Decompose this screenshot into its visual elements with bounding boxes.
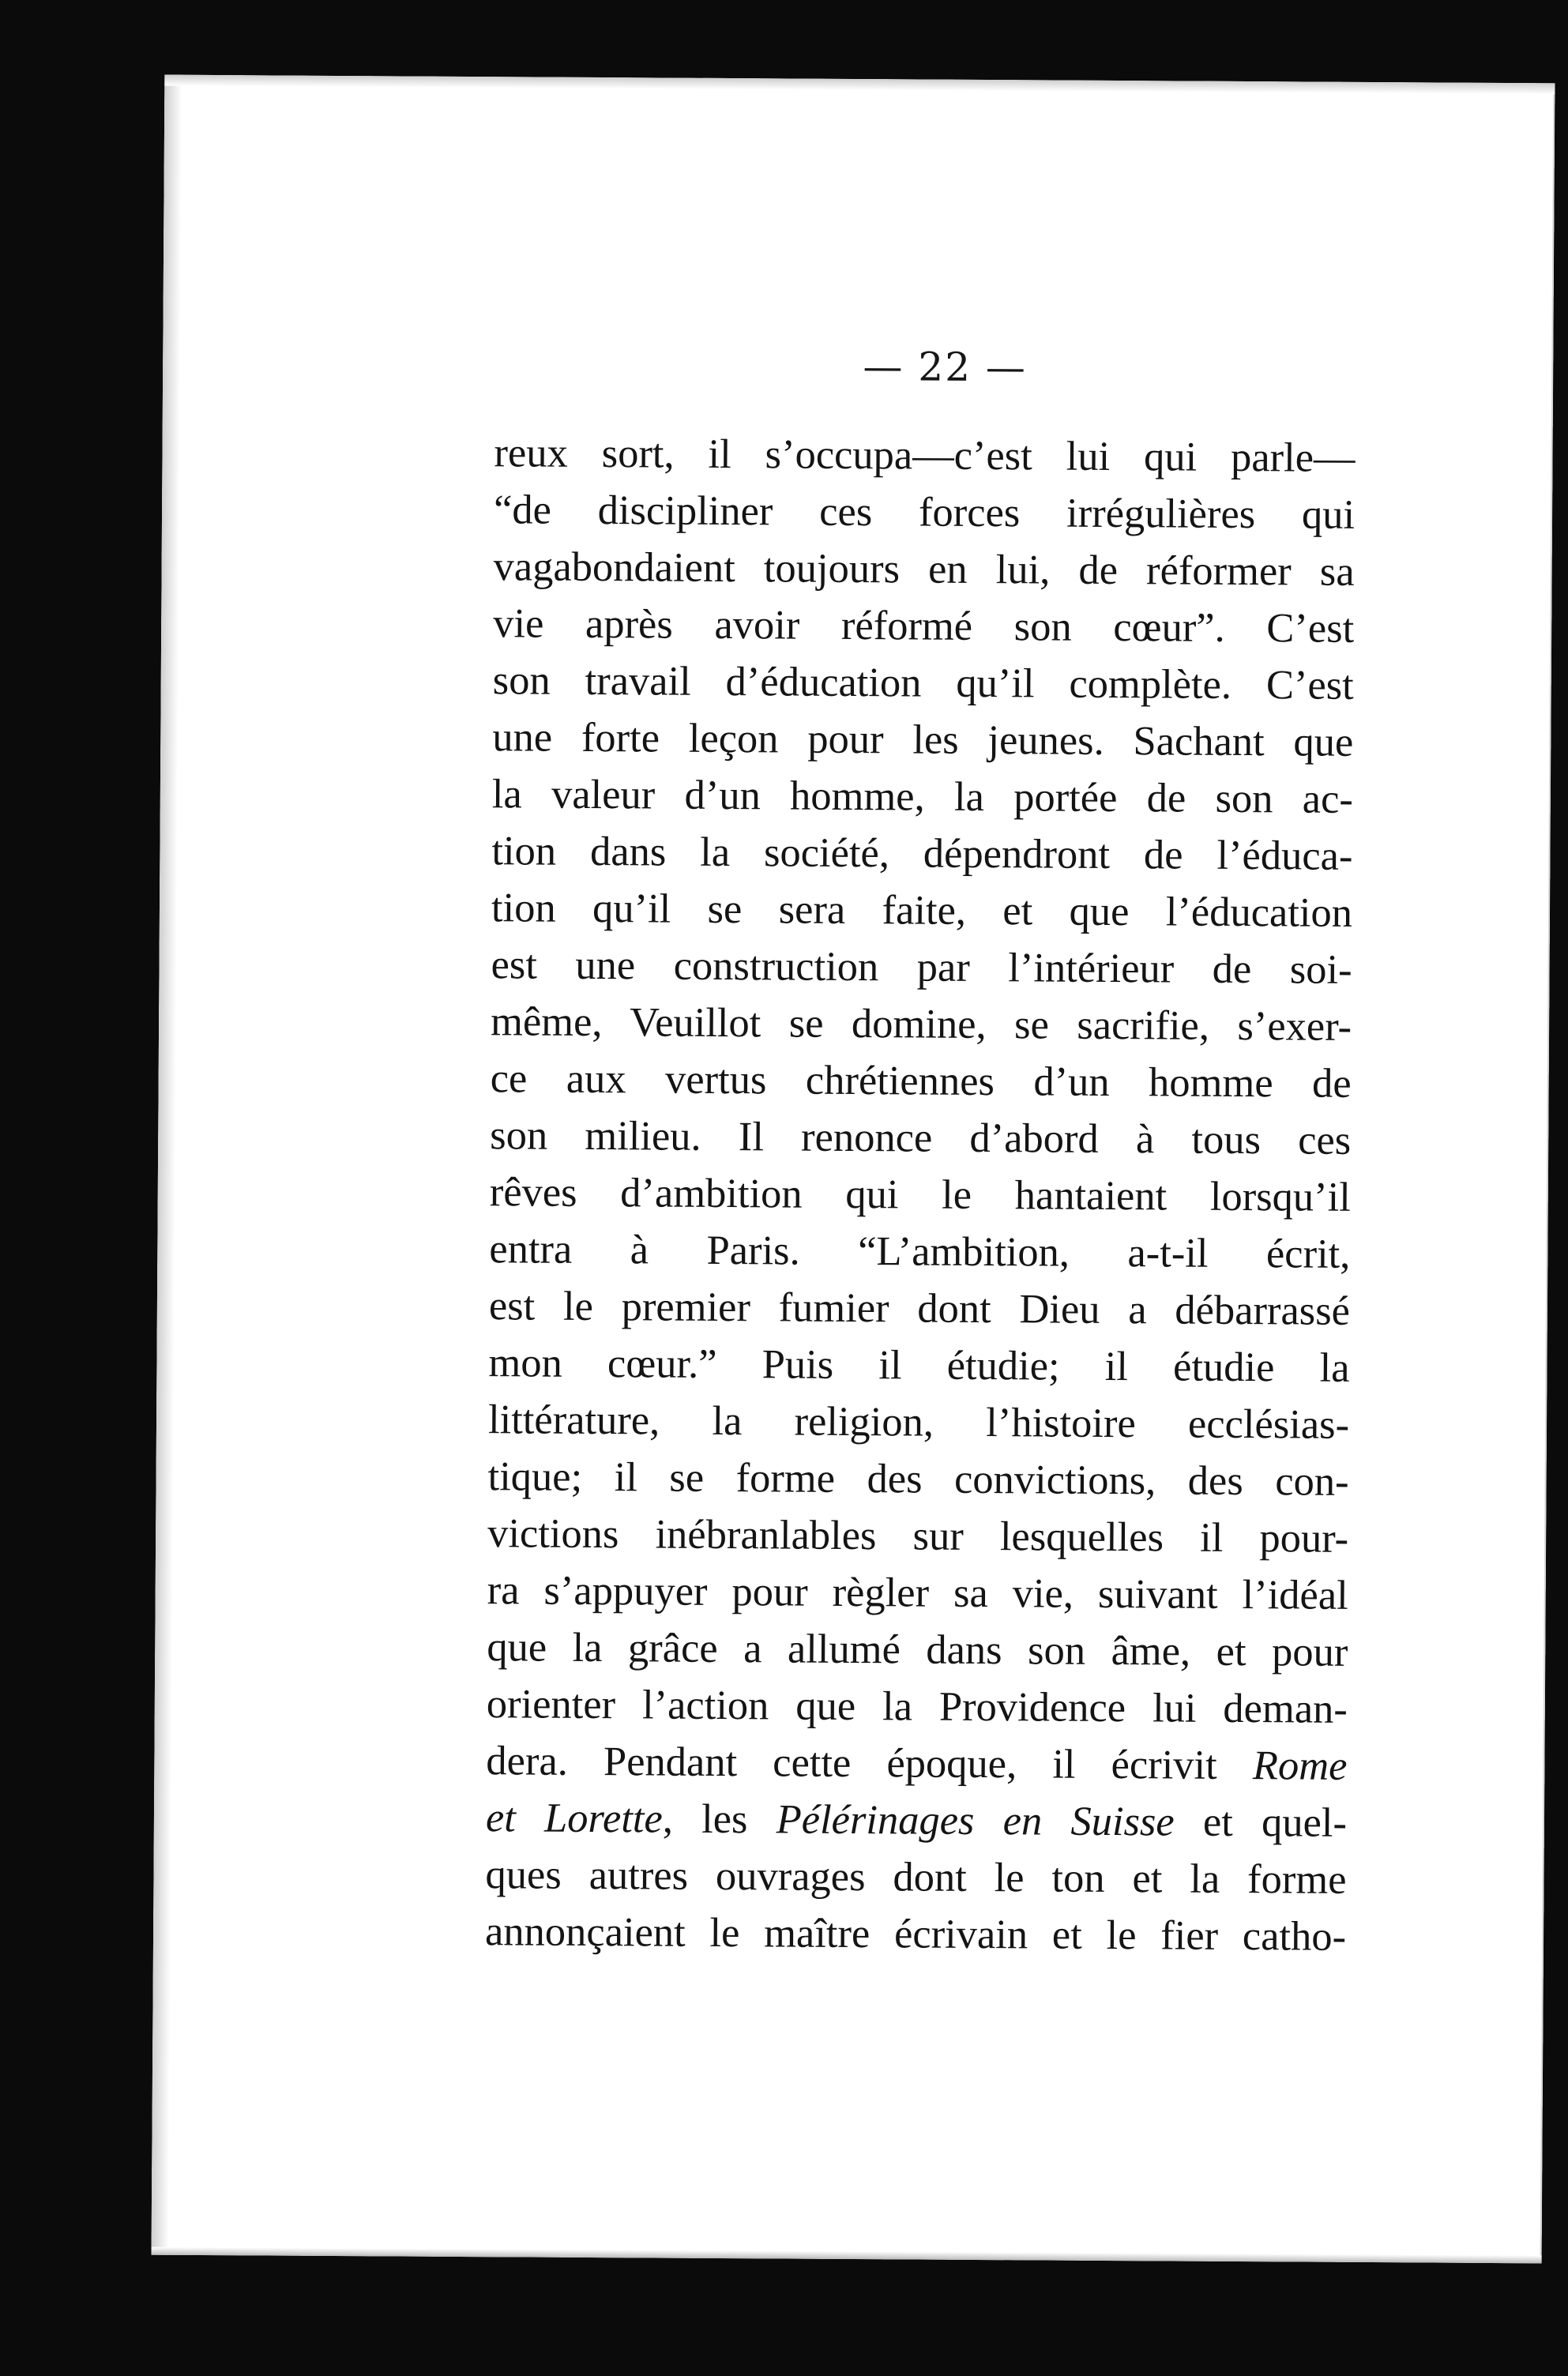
- text-line: [494, 424, 1355, 487]
- text-line: [487, 1618, 1348, 1681]
- text-segment: orienter l’action que la Providence lui deman-: [486, 1681, 1348, 1732]
- text-segment: tique; il se forme des convictions, des con-: [487, 1453, 1349, 1505]
- text-line: [490, 1050, 1351, 1112]
- text-line: [491, 879, 1352, 942]
- text-segment: et quel-: [1174, 1799, 1348, 1846]
- text-segment: est le premier fumier dont Dieu a débarrassé: [488, 1283, 1351, 1334]
- text-line: [490, 1164, 1351, 1226]
- text-line: [486, 1732, 1347, 1795]
- text-segment: vie après avoir réformé son cœur”. C’est: [493, 600, 1355, 652]
- text-line: [490, 1107, 1351, 1169]
- text-line: [488, 1334, 1349, 1397]
- text-line: [491, 936, 1352, 998]
- text-segment: ce aux vertus chrétiennes d’un homme de: [490, 1055, 1352, 1107]
- body-text: [485, 424, 1356, 1965]
- text-line: [493, 652, 1354, 714]
- text-line: [491, 822, 1352, 885]
- text-segment: reux sort, il s’occupa—c’est lui qui parle—: [494, 430, 1356, 481]
- text-segment: que la grâce a allumé dans son âme, et pour: [487, 1624, 1348, 1675]
- text-line: [492, 765, 1353, 828]
- text-segment: littérature, la religion, l’histoire ecclésias-: [487, 1397, 1350, 1448]
- text-segment: entra à Paris. “L’ambition, a-t-il écrit,: [489, 1226, 1351, 1277]
- text-segment: une forte leçon pour les jeunes. Sachant que: [492, 714, 1354, 765]
- text-line: [494, 481, 1355, 543]
- italic-text: et Lorette: [485, 1795, 663, 1842]
- text-line: [487, 1562, 1348, 1624]
- text-segment: rêves d’ambition qui le hantaient lorsqu’il: [489, 1169, 1351, 1220]
- text-line: [489, 1277, 1350, 1340]
- text-segment: son milieu. Il renonce d’abord à tous ces: [490, 1112, 1352, 1164]
- text-segment: , les: [662, 1795, 776, 1843]
- text-line: [487, 1675, 1348, 1738]
- book-page: [152, 75, 1555, 2264]
- text-segment: son travail d’éducation qu’il complète. C’est: [492, 657, 1354, 709]
- text-line: [487, 1505, 1348, 1567]
- text-line: [493, 595, 1354, 657]
- text-segment: tion dans la société, dépendront de l’éduca-: [491, 828, 1353, 879]
- text-segment: tion qu’il se sera faite, et que l’éducation: [491, 885, 1353, 936]
- text-line: [485, 1846, 1346, 1908]
- italic-text: Rome: [1252, 1743, 1348, 1789]
- text-line: [491, 993, 1352, 1055]
- text-line: [492, 709, 1353, 771]
- text-segment: dera. Pendant cette époque, il écrivit: [486, 1738, 1254, 1789]
- text-segment: vagabondaient toujours en lui, de réformer sa: [493, 543, 1355, 595]
- text-segment: ques autres ouvrages dont le ton et la forme: [485, 1852, 1347, 1903]
- text-segment: la valeur d’un homme, la portée de son ac-: [491, 771, 1354, 822]
- text-line: [493, 538, 1354, 600]
- text-line: [485, 1903, 1346, 1965]
- text-segment: est une construction par l’intérieur de soi-: [491, 942, 1352, 993]
- text-line: [488, 1391, 1349, 1453]
- italic-text: Pélérinages en Suisse: [776, 1796, 1175, 1845]
- text-segment: même, Veuillot se domine, se sacrifie, s’exer-: [490, 998, 1352, 1050]
- text-segment: “de discipliner ces forces irrégulières qui: [493, 487, 1356, 538]
- text-segment: ra s’appuyer pour règler sa vie, suivant l’idéal: [487, 1567, 1348, 1618]
- text-line: [487, 1448, 1348, 1510]
- text-line: [489, 1220, 1350, 1283]
- text-segment: mon cœur.” Puis il étudie; il étudie la: [488, 1340, 1350, 1391]
- text-segment: annonçaient le maître écrivain et le fier catho-: [484, 1908, 1347, 1960]
- text-line: [486, 1789, 1347, 1852]
- page-number: — 22 —: [863, 344, 1028, 391]
- text-segment: victions inébranlables sur lesquelles il pour-: [487, 1510, 1349, 1562]
